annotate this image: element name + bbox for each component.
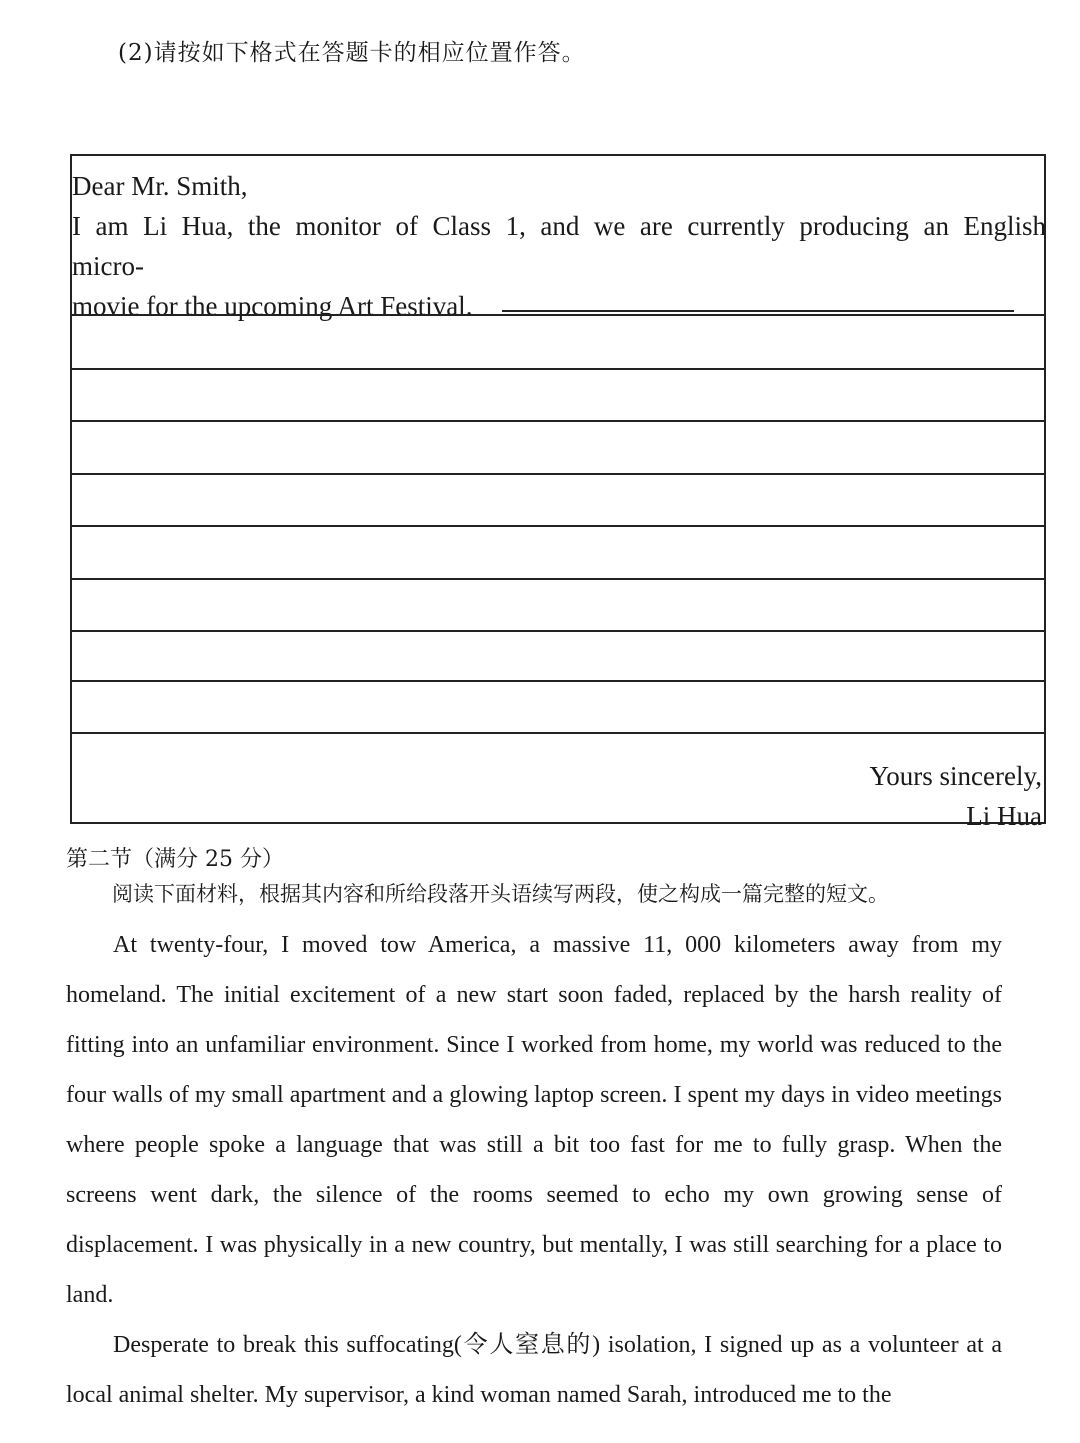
signature: Li Hua: [966, 801, 1042, 831]
letter-salutation: Dear Mr. Smith,: [72, 171, 248, 201]
letter-line-3: movie for the upcoming Art Festival.: [72, 291, 473, 321]
reading-passage: [66, 920, 1002, 1420]
fill-in-underline: [502, 310, 1014, 312]
writing-line: [72, 473, 1046, 475]
passage-paragraph-1: At twenty-four, I moved tow America, a massive 11, 000 kilometers away from my homeland. The initial excitement of a new start soon faded, replaced by the harsh reality of fitting into an unfamiliar environment. Since I worked from home, my world was reduced to the four walls of my small apartment and a glowing laptop screen. I spent my days in video meetings where people spoke a language that was still a bit too fast for me to fully grasp. When the screens went dark, the silence of the rooms seemed to echo my own growing sense of displacement. I was physically in a new country, but mentally, I was still searching for a place to land.: [66, 932, 1002, 1308]
letter-closing: [870, 756, 1043, 836]
writing-line: [72, 314, 1046, 316]
section-instruction: 阅读下面材料，根据其内容和所给段落开头语续写两段，使之构成一篇完整的短文。: [112, 882, 889, 906]
letter-line-1: I am Li Hua, the monitor of Class 1, and we are currently producing an English: [72, 211, 1046, 241]
instruction-text: (2)请按如下格式在答题卡的相应位置作答。: [118, 40, 586, 66]
writing-line: [72, 680, 1046, 682]
passage-paragraph-2: Desperate to break this suffocating(令人窒息的) isolation, I signed up as a volunteer at a local animal shelter. My supervisor, a kind woman named Sarah, introduced me to the: [66, 1332, 1002, 1408]
section-title: 第二节（满分 25 分）: [66, 847, 284, 872]
answer-box: [70, 154, 1046, 831]
writing-line: [72, 420, 1046, 422]
letter-line-2: micro-: [72, 251, 144, 281]
writing-line: [72, 732, 1046, 734]
closing-phrase: Yours sincerely,: [869, 761, 1042, 791]
writing-line: [72, 578, 1046, 580]
writing-line: [72, 525, 1046, 527]
writing-line: [72, 368, 1046, 370]
writing-line: [72, 630, 1046, 632]
letter-opening: [72, 166, 1046, 326]
